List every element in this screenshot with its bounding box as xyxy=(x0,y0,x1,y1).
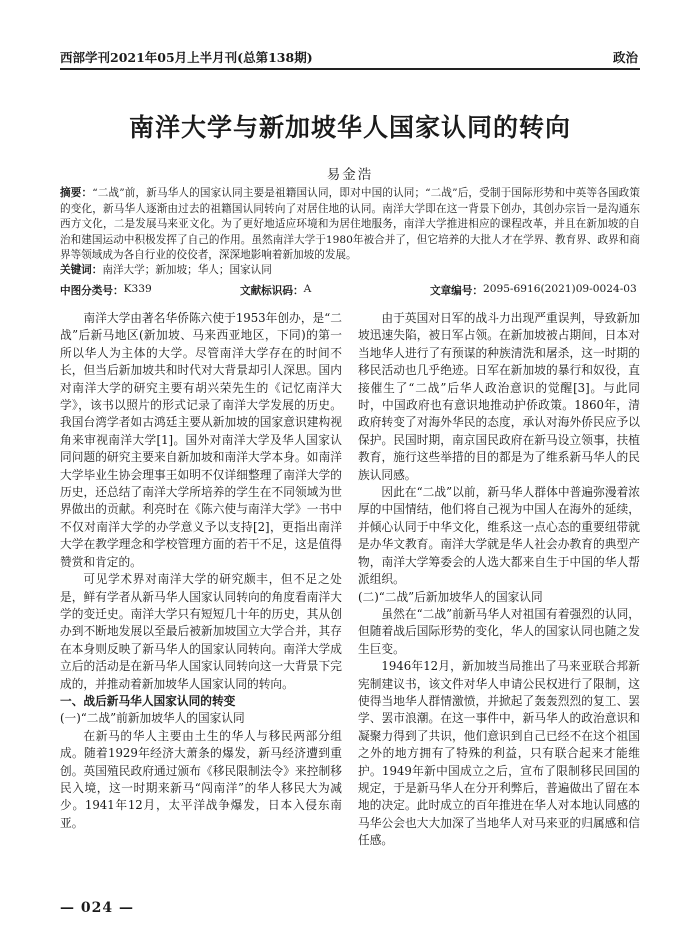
paragraph: 可见学术界对南洋大学的研究颇丰，但不足之处是，鲜有学者从新马华人国家认同转向的角度看南洋大学的变迁史。南洋大学只有短短几十年的历史，其从创办到不断地发展以至最后被新加坡国立大学合并，其存在本身则反映了新马华人的国家认同转向。南洋大学成立后的活动是在新马华人国家认同转向这一大背景下完成的，并推动着新加坡华人国家认同的转向。 xyxy=(60,572,342,691)
paragraph: 虽然在“二战”前新马华人对祖国有着强烈的认同，但随着战后国际形势的变化，华人的国家认同也随之发生巨变。 xyxy=(358,606,640,656)
section-label: 政治 xyxy=(612,50,638,65)
clc-number: 中图分类号： K339 xyxy=(60,283,152,297)
article-number: 文章编号： 2095-6916(2021)09-0024-03 xyxy=(430,283,637,297)
paragraph: 由于英国对日军的战斗力出现严重误判，导致新加坡迅速失陷，被日军占领。在新加坡被占期间，日本对当地华人进行了有预谋的种族清洗和屠杀，这一时期的移民活动也几乎绝迹。日军在新加坡的暴行和奴役，直接催生了“二战”后华人政治意识的觉醒[3]。与此同时，中国政府也有意识地推动护侨政策。1860年，清政府转变了对海外华民的态度，承认对海外侨民应予以保护。民国时期，南京国民政府在新马设立领事，扶植教育，施行这些举措的目的都是为了维系新马华人的民族认同感。 xyxy=(358,311,640,482)
abstract xyxy=(60,186,640,264)
body-column-left xyxy=(60,310,342,832)
subsection-heading: (二)“二战”后新加坡华人的国家认同 xyxy=(358,589,543,604)
keywords xyxy=(60,263,640,278)
document-code: 文献标识码： A xyxy=(240,283,312,297)
paragraph: 在新马的华人主要由土生的华人与移民两部分组成。随着1929年经济大萧条的爆发，新马经济遭到重创。英国殖民政府通过颁布《移民限制法令》来控制移民入境，这一时期来新马“闯南洋”的华人移民大为减少。1941年12月，太平洋战争爆发，日本入侵东南亚。 xyxy=(60,728,342,830)
article-metadata xyxy=(60,283,640,298)
author-name: 易金浩 xyxy=(326,167,374,183)
paragraph: 因此在“二战”以前，新马华人群体中普遍弥漫着浓厚的中国情结，他们将自己视为中国人在海外的延续，并倾心认同于中华文化，维系这一点心态的重要纽带就是办华文教育。南洋大学就是华人社会办教育的典型产物，南洋大学筹委会的人选大都来自生于中国的华人帮派组织。 xyxy=(358,485,640,587)
article-title: 南洋大学与新加坡华人国家认同的转向 xyxy=(128,113,571,142)
journal-issue: 西部学刊2021年05月上半月刊(总第138期) xyxy=(60,50,313,65)
abstract-label: 摘要： xyxy=(60,187,93,199)
paragraph: 南洋大学由著名华侨陈六使于1953年创办，是“二战”后新马地区(新加坡、马来西亚地区，下同)的第一所以华人为主体的大学。尽管南洋大学存在的时间不长，但当后新加坡共和时代对大背景却引人深思。国内对南洋大学的研究主要有胡兴荣先生的《记忆南洋大学》，该书以照片的形式记录了南洋大学发展的历史。我国台湾学者如古鸿廷主要从新加坡的国家意识建构视角来审视南洋大学[1]。国外对南洋大学及华人国家认同问题的研究主要来自新加坡和南洋大学本身。如南洋大学毕业生协会理事王如明不仅详细整理了南洋大学的历史，还总结了南洋大学所培养的学生在不同领域为世界做出的贡献。利亮时在《陈六使与南洋大学》一书中不仅对南洋大学的办学意义予以支持[2]，更指出南洋大学在教学理念和学校管理方面的若干不足，这是值得赞赏和肯定的。 xyxy=(60,311,342,569)
section-heading: 一、战后新马华人国家认同的转变 xyxy=(60,693,236,708)
body-column-right xyxy=(358,310,640,850)
page-number: — 024 — xyxy=(60,900,134,916)
subsection-heading: (一)“二战”前新加坡华人的国家认同 xyxy=(60,711,245,726)
keywords-label: 关键词： xyxy=(60,264,103,276)
keywords-text: 南洋大学；新加坡；华人；国家认同 xyxy=(102,264,272,276)
abstract-text: “二战”前，新马华人的国家认同主要是祖籍国认同，即对中国的认同；“二战”后，受制于国际形势和中英等各国政策的变化，新马华人逐渐由过去的祖籍国认同转向了对居住地的认同。南洋大学即在这一背景下创办，其创办宗旨一是沟通东西方文化，二是发展马来亚文化。为了更好地适应环境和为居住地服务，南洋大学推进相应的课程改革，并且在新加坡的自治和建国运动中积极发挥了自己的作用。虽然南洋大学于1980年被合并了，但它培养的大批人才在学界、教育界、政界和商界等领域成为各自行业的佼佼者，深深地影响着新加坡的发展。 xyxy=(60,187,640,262)
running-header xyxy=(60,46,640,70)
paragraph: 1946年12月，新加坡当局推出了马来亚联合邦新宪制建议书，该文件对华人申请公民权进行了限制，这使得当地华人群情激愤，并掀起了轰轰烈烈的复工、罢学、罢市浪潮。在这一事件中，新马华人的政治意识和凝聚力得到了共识，他们意识到自己已经不在这个祖国之外的地方拥有了特殊的利益，只有联合起来才能维护。1949年新中国成立之后，宣布了限制移民回国的规定，于是新马华人在分开利弊后，普遍做出了留在本地的决定。此时成立的百年推进在华人对本地认同感的马华公会也大大加深了当地华人对马来亚的归属感和信任感。 xyxy=(358,659,640,848)
